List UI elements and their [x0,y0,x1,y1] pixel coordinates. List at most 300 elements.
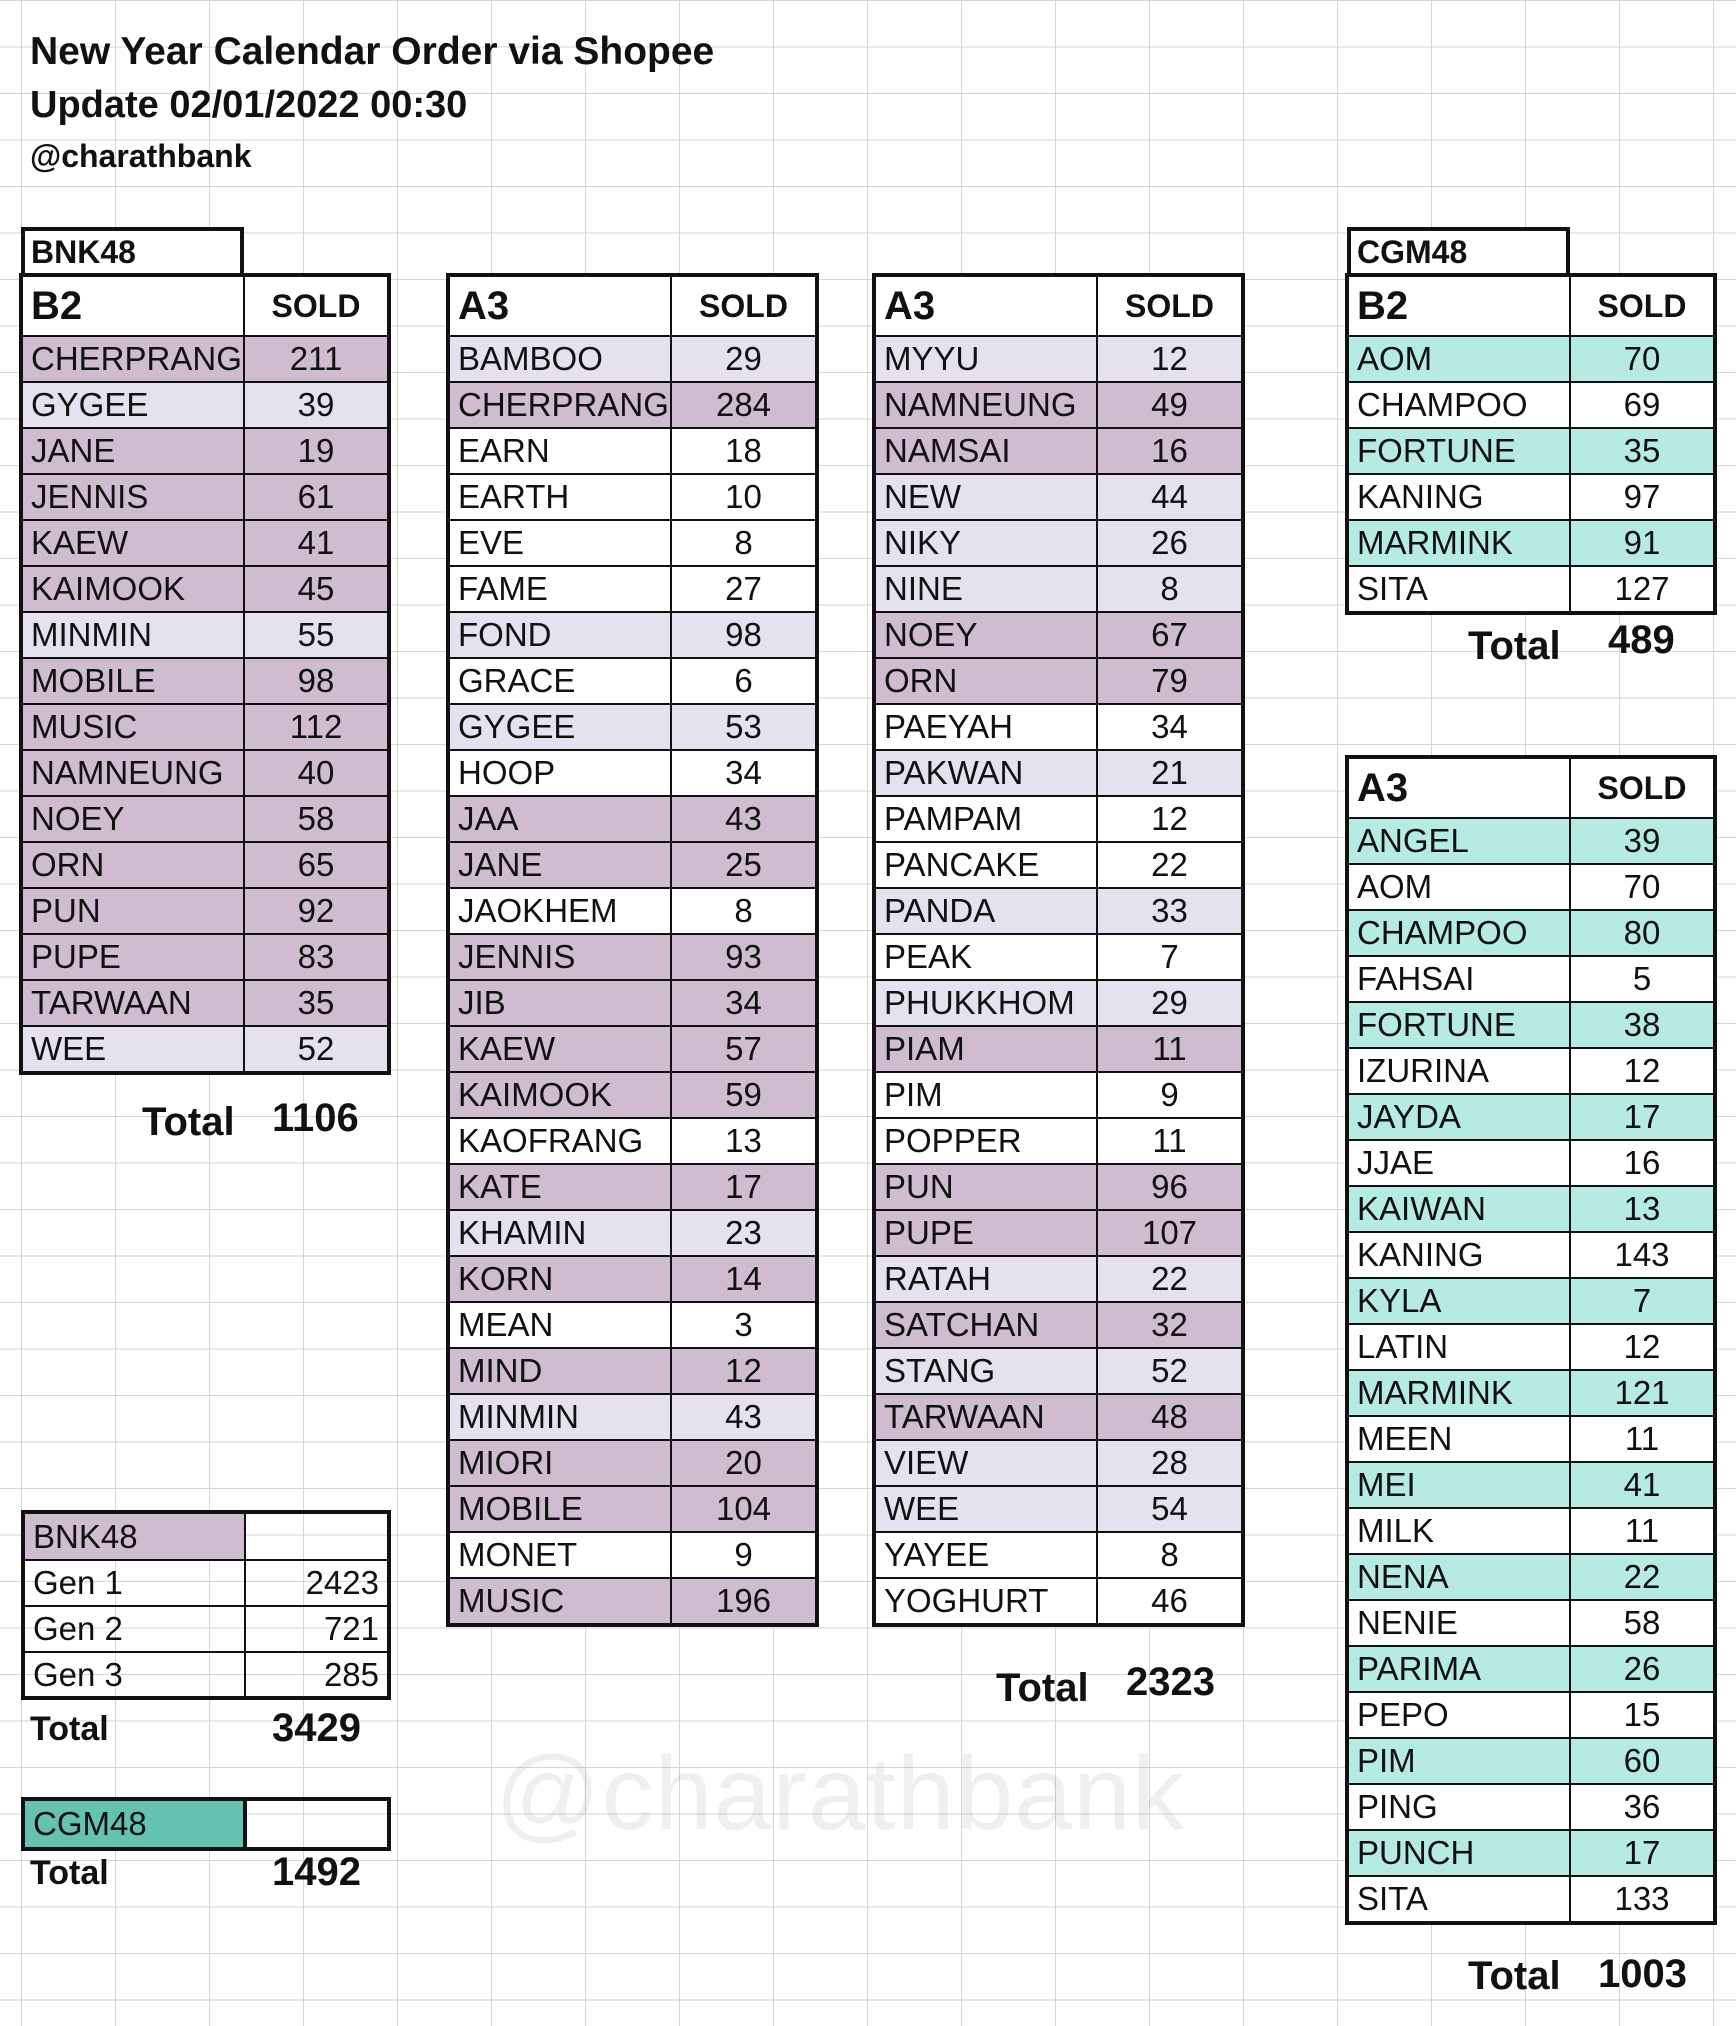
sold-count: 12 [1570,1324,1714,1370]
sold-count: 16 [1570,1140,1714,1186]
member-name: EARTH [449,474,671,520]
member-name: MINMIN [22,612,244,658]
sold-count: 15 [1570,1692,1714,1738]
sold-count: 65 [244,842,388,888]
table-row [1348,1140,1714,1186]
sold-count: 39 [1570,818,1714,864]
table-row [875,842,1242,888]
sold-count: 17 [1570,1830,1714,1876]
sold-count: 48 [1097,1394,1242,1440]
sold-count: 8 [1097,1532,1242,1578]
author-handle: @charathbank [30,138,252,174]
sold-count: 58 [244,796,388,842]
generation-value: 2423 [245,1560,389,1606]
sold-count: 29 [1097,980,1242,1026]
table-row [875,428,1242,474]
table-row [875,1210,1242,1256]
cgm48-a3-total-value: 1003 [1598,1952,1687,1996]
member-name: PANCAKE [875,842,1097,888]
table-row [875,612,1242,658]
member-name: KYLA [1348,1278,1570,1324]
table-row [22,520,388,566]
table-row [449,336,816,382]
table-row [449,1578,816,1624]
sold-count: 7 [1570,1278,1714,1324]
member-name: PUPE [875,1210,1097,1256]
sold-count: 12 [671,1348,816,1394]
sold-count: 91 [1570,520,1714,566]
sold-count: 46 [1097,1578,1242,1624]
table-row [1348,1324,1714,1370]
member-name: MILK [1348,1508,1570,1554]
sold-count: 34 [1097,704,1242,750]
table-row [875,796,1242,842]
table-row [1348,910,1714,956]
member-name: KANING [1348,1232,1570,1278]
sold-count: 57 [671,1026,816,1072]
sold-count: 22 [1570,1554,1714,1600]
sold-count: 92 [244,888,388,934]
generation-label: Gen 2 [23,1606,245,1652]
bnk48-a3-table-left [448,275,817,1625]
member-name: MONET [449,1532,671,1578]
member-name: POPPER [875,1118,1097,1164]
member-name: PAMPAM [875,796,1097,842]
sold-count: 38 [1570,1002,1714,1048]
sold-count: 22 [1097,1256,1242,1302]
page-title: New Year Calendar Order via Shopee [30,30,715,73]
table-row [875,750,1242,796]
sold-count: 41 [244,520,388,566]
member-name: MYYU [875,336,1097,382]
sold-count: 59 [671,1072,816,1118]
table-row [22,704,388,750]
table-row [22,980,388,1026]
member-name: JANE [449,842,671,888]
member-name: FORTUNE [1348,428,1570,474]
sold-count: 20 [671,1440,816,1486]
table-row [1348,864,1714,910]
member-name: NOEY [22,796,244,842]
member-name: MOBILE [449,1486,671,1532]
member-name: NAMNEUNG [875,382,1097,428]
generation-value: 721 [245,1606,389,1652]
sold-count: 45 [244,566,388,612]
sold-count: 18 [671,428,816,474]
member-name: YOGHURT [875,1578,1097,1624]
member-name: PUPE [22,934,244,980]
table-row [1348,1048,1714,1094]
bnk48-a3-total-value: 2323 [1126,1660,1215,1704]
member-name: JENNIS [22,474,244,520]
cgm48-b2-table [1347,275,1715,613]
sold-count: 13 [671,1118,816,1164]
table-row [1348,1462,1714,1508]
team-header: B2 [22,276,244,336]
member-name: CHAMPOO [1348,910,1570,956]
sold-count: 22 [1097,842,1242,888]
sold-count: 49 [1097,382,1242,428]
table-header-row [22,276,388,336]
member-name: JIB [449,980,671,1026]
table-row [449,1026,816,1072]
sold-count: 196 [671,1578,816,1624]
table-row [449,1302,816,1348]
member-name: PING [1348,1784,1570,1830]
sold-count: 12 [1570,1048,1714,1094]
cgm48-summary-label: CGM48 [23,1799,245,1849]
member-name: NAMSAI [875,428,1097,474]
sold-header: SOLD [1097,276,1242,336]
cgm48-summary-table [21,1797,391,1851]
bnk48-a3-total-label: Total [996,1666,1089,1710]
table-row [1348,1738,1714,1784]
table-row [1348,1370,1714,1416]
member-name: MIORI [449,1440,671,1486]
sold-count: 12 [1097,796,1242,842]
sold-count: 35 [244,980,388,1026]
table-row [1348,1646,1714,1692]
member-name: PANDA [875,888,1097,934]
member-name: MUSIC [449,1578,671,1624]
sold-count: 39 [244,382,388,428]
sold-count: 28 [1097,1440,1242,1486]
member-name: KAIMOOK [449,1072,671,1118]
member-name: ANGEL [1348,818,1570,864]
member-name: STANG [875,1348,1097,1394]
team-header: A3 [1348,758,1570,818]
table-row [22,428,388,474]
member-name: CHERPRANG [449,382,671,428]
sold-count: 61 [244,474,388,520]
team-header: B2 [1348,276,1570,336]
member-name: FORTUNE [1348,1002,1570,1048]
member-name: PAKWAN [875,750,1097,796]
member-name: MIND [449,1348,671,1394]
table-row [875,1302,1242,1348]
sold-count: 11 [1570,1508,1714,1554]
member-name: PIM [1348,1738,1570,1784]
sold-count: 43 [671,796,816,842]
member-name: PUN [22,888,244,934]
table-row [1348,1416,1714,1462]
sold-count: 67 [1097,612,1242,658]
member-name: NINE [875,566,1097,612]
member-name: NEW [875,474,1097,520]
table-row [449,1256,816,1302]
member-name: NENA [1348,1554,1570,1600]
sold-count: 52 [1097,1348,1242,1394]
member-name: WEE [22,1026,244,1072]
table-row [449,658,816,704]
member-name: NENIE [1348,1600,1570,1646]
generation-value: 285 [245,1652,389,1698]
table-row [1348,818,1714,864]
table-row [875,934,1242,980]
sold-count: 9 [671,1532,816,1578]
table-row [1348,1508,1714,1554]
table-row [875,1532,1242,1578]
bnk48-group-label: BNK48 [21,227,244,277]
table-row [22,934,388,980]
member-name: MUSIC [22,704,244,750]
summary-row [23,1652,389,1698]
sold-count: 8 [671,520,816,566]
sold-count: 98 [671,612,816,658]
team-header: A3 [875,276,1097,336]
member-name: MEI [1348,1462,1570,1508]
sold-count: 40 [244,750,388,796]
member-name: JANE [22,428,244,474]
table-row [1348,1232,1714,1278]
bnk48-a3-table-right [874,275,1243,1625]
sold-count: 133 [1570,1876,1714,1922]
table-row [875,1256,1242,1302]
sold-count: 23 [671,1210,816,1256]
table-row [22,750,388,796]
member-name: SATCHAN [875,1302,1097,1348]
sold-count: 121 [1570,1370,1714,1416]
member-name: NOEY [875,612,1097,658]
member-name: MARMINK [1348,1370,1570,1416]
member-name: PIM [875,1072,1097,1118]
table-row [875,1118,1242,1164]
table-row [1348,1692,1714,1738]
cgm48-summary-total-label: Total [30,1854,109,1892]
table-row [875,566,1242,612]
sold-count: 112 [244,704,388,750]
member-name: JAA [449,796,671,842]
member-name: AOM [1348,336,1570,382]
table-row [449,704,816,750]
table-row [875,1394,1242,1440]
table-row [22,382,388,428]
table-row [22,888,388,934]
member-name: LATIN [1348,1324,1570,1370]
member-name: KAIWAN [1348,1186,1570,1232]
table-row [22,796,388,842]
table-row [449,1394,816,1440]
cgm48-group-label: CGM48 [1347,227,1570,277]
table-row [1348,1278,1714,1324]
table-row [875,1072,1242,1118]
sold-count: 14 [671,1256,816,1302]
member-name: GYGEE [22,382,244,428]
table-row [449,428,816,474]
sold-count: 80 [1570,910,1714,956]
sold-count: 32 [1097,1302,1242,1348]
table-row [875,1164,1242,1210]
team-header: A3 [449,276,671,336]
member-name: GYGEE [449,704,671,750]
cgm48-summary-total-value: 1492 [272,1850,361,1894]
sold-count: 26 [1097,520,1242,566]
table-row [875,1348,1242,1394]
member-name: FAHSAI [1348,956,1570,1002]
member-name: MINMIN [449,1394,671,1440]
table-row [449,1532,816,1578]
member-name: PIAM [875,1026,1097,1072]
table-row [875,658,1242,704]
sold-count: 27 [671,566,816,612]
member-name: KHAMIN [449,1210,671,1256]
sold-count: 98 [244,658,388,704]
member-name: SITA [1348,1876,1570,1922]
member-name: GRACE [449,658,671,704]
table-row [875,382,1242,428]
sold-count: 55 [244,612,388,658]
member-name: MOBILE [22,658,244,704]
sold-count: 11 [1097,1118,1242,1164]
table-row [875,704,1242,750]
sold-count: 54 [1097,1486,1242,1532]
cgm48-a3-table [1347,757,1715,1923]
sold-count: 10 [671,474,816,520]
member-name: PEAK [875,934,1097,980]
sold-count: 60 [1570,1738,1714,1784]
table-row [875,336,1242,382]
table-row [449,1486,816,1532]
table-row [449,888,816,934]
member-name: PAEYAH [875,704,1097,750]
member-name: JJAE [1348,1140,1570,1186]
table-row [449,750,816,796]
sold-count: 5 [1570,956,1714,1002]
table-row [875,980,1242,1026]
sold-count: 16 [1097,428,1242,474]
table-row [449,980,816,1026]
cgm48-b2-total-value: 489 [1608,618,1675,662]
sold-count: 93 [671,934,816,980]
bnk48-b2-table [21,275,389,1073]
table-row [1348,1600,1714,1646]
table-header-row [875,276,1242,336]
table-row [1348,1094,1714,1140]
sold-count: 104 [671,1486,816,1532]
member-name: HOOP [449,750,671,796]
table-row [1348,1002,1714,1048]
table-header-row [1348,758,1714,818]
sold-count: 17 [1570,1094,1714,1140]
member-name: WEE [875,1486,1097,1532]
sold-count: 107 [1097,1210,1242,1256]
sold-count: 9 [1097,1072,1242,1118]
member-name: AOM [1348,864,1570,910]
table-row [22,336,388,382]
table-row [1348,1554,1714,1600]
member-name: TARWAAN [875,1394,1097,1440]
member-name: KANING [1348,474,1570,520]
cgm48-a3-total-label: Total [1468,1954,1561,1998]
member-name: JAOKHEM [449,888,671,934]
sold-count: 12 [1097,336,1242,382]
member-name: VIEW [875,1440,1097,1486]
bnk48-summary-table [21,1510,391,1700]
table-row [875,474,1242,520]
sold-count: 19 [244,428,388,474]
sold-count: 29 [671,336,816,382]
table-row [1348,428,1714,474]
sold-count: 8 [671,888,816,934]
sold-count: 53 [671,704,816,750]
member-name: IZURINA [1348,1048,1570,1094]
table-row [1348,1876,1714,1922]
member-name: CHERPRANG [22,336,244,382]
sold-count: 35 [1570,428,1714,474]
member-name: KATE [449,1164,671,1210]
table-row [449,796,816,842]
generation-label: Gen 3 [23,1652,245,1698]
table-row [449,520,816,566]
table-row [875,1578,1242,1624]
table-row [875,1486,1242,1532]
sold-count: 52 [244,1026,388,1072]
member-name: JENNIS [449,934,671,980]
member-name: MEAN [449,1302,671,1348]
member-name: CHAMPOO [1348,382,1570,428]
sold-count: 97 [1570,474,1714,520]
member-name: FOND [449,612,671,658]
table-row [875,520,1242,566]
sold-count: 58 [1570,1600,1714,1646]
member-name: ORN [22,842,244,888]
table-header-row [1348,276,1714,336]
table-row [1348,1830,1714,1876]
table-row [449,1210,816,1256]
member-name: PEPO [1348,1692,1570,1738]
table-row [875,1440,1242,1486]
member-name: PUN [875,1164,1097,1210]
table-header-row [449,276,816,336]
table-row [1348,336,1714,382]
member-name: BAMBOO [449,336,671,382]
table-row [449,1164,816,1210]
member-name: JAYDA [1348,1094,1570,1140]
member-name: PUNCH [1348,1830,1570,1876]
table-row [449,1072,816,1118]
sold-count: 34 [671,980,816,1026]
sold-count: 25 [671,842,816,888]
sold-count: 69 [1570,382,1714,428]
member-name: EARN [449,428,671,474]
table-row [449,1348,816,1394]
table-row [22,474,388,520]
sold-header: SOLD [1570,758,1714,818]
summary-row [23,1560,389,1606]
table-row [1348,520,1714,566]
sold-count: 83 [244,934,388,980]
table-row [449,1118,816,1164]
sold-count: 13 [1570,1186,1714,1232]
sold-count: 284 [671,382,816,428]
sold-count: 143 [1570,1232,1714,1278]
sold-count: 26 [1570,1646,1714,1692]
table-row [449,382,816,428]
sold-count: 6 [671,658,816,704]
member-name: MARMINK [1348,520,1570,566]
member-name: FAME [449,566,671,612]
member-name: MEEN [1348,1416,1570,1462]
member-name: KAEW [449,1026,671,1072]
member-name: PARIMA [1348,1646,1570,1692]
sold-header: SOLD [244,276,388,336]
bnk48-b2-total-label: Total [142,1100,235,1144]
table-row [1348,382,1714,428]
sold-count: 70 [1570,336,1714,382]
table-row [449,612,816,658]
bnk48-summary-total-label: Total [30,1710,109,1748]
table-row [449,474,816,520]
